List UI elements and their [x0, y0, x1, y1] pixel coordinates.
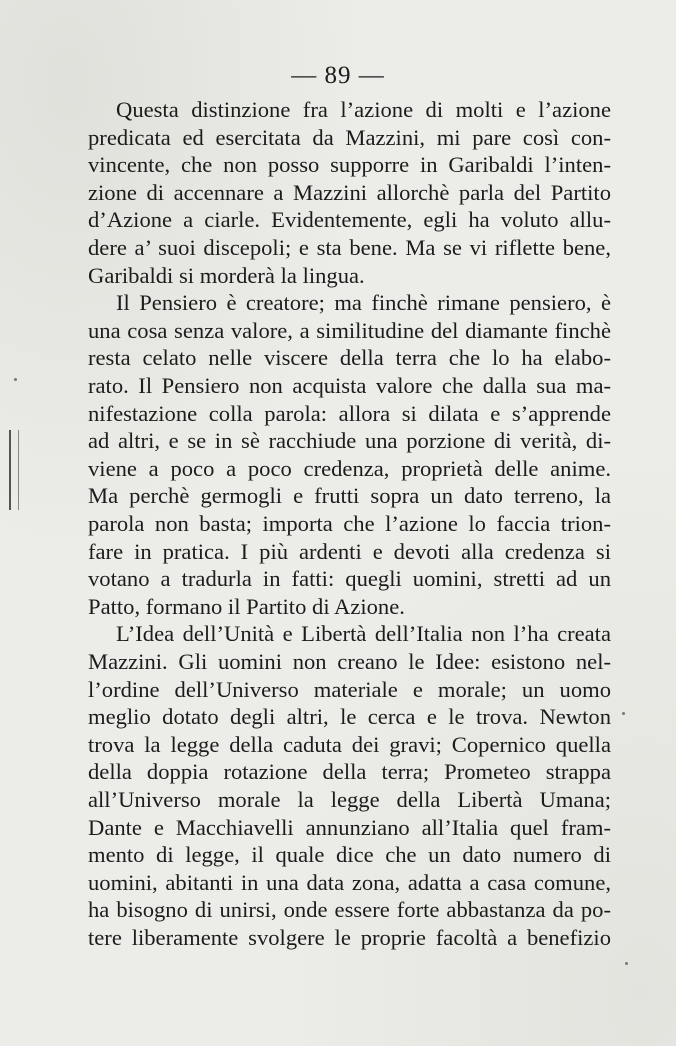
text-line: della doppia rotazione della terra; Prometeo strappa — [88, 759, 611, 785]
text-line: resta celato nelle viscere della terra che lo ha elabo- — [88, 345, 611, 371]
text-line: Ma perchè germogli e frutti sopra un dato terreno, la — [88, 483, 611, 509]
text-line: predicata ed esercitata da Mazzini, mi pare così con- — [88, 124, 611, 150]
text-line: uomini, abitanti in una data zona, adatta a casa comune, — [88, 869, 611, 895]
text-line: Questa distinzione fra l’azione di molti e l’azione — [116, 97, 611, 122]
speck — [622, 712, 625, 715]
page-number: — 89 — — [291, 62, 385, 89]
text-line: parola non basta; importa che l’azione lo faccia trion- — [88, 511, 611, 536]
text-line: Dante e Macchiavelli annunziano all’Italia quel fram- — [88, 814, 611, 840]
speck — [14, 378, 17, 381]
text-line: viene a poco a poco credenza, proprietà delle anime. — [88, 455, 611, 481]
text-line: meglio dotato degli altri, le cerca e le trova. Newton — [88, 704, 611, 730]
text-line: all’Universo morale la legge della Libertà Umana; — [88, 787, 611, 812]
text-line: nifestazione colla parola: allora si dilata e s’apprende — [88, 400, 611, 426]
text-line: Il Pensiero è creatore; ma finchè rimane pensiero, è — [116, 290, 611, 316]
text-line: Mazzini. Gli uomini non creano le Idee: esistono nel- — [88, 649, 611, 674]
text-line: ha bisogno di unirsi, onde essere forte abbastanza da po- — [88, 897, 611, 923]
text-line: mento di legge, il quale dice che un dato numero di — [88, 842, 611, 868]
text-line: dere a’ suoi discepoli; e sta bene. Ma se vi riflette bene, — [88, 235, 611, 260]
binding-mark — [9, 430, 19, 510]
text-line: vincente, che non posso supporre in Garibaldi l’inten- — [88, 152, 611, 178]
text-line: fare in pratica. I più ardenti e devoti alla credenza si — [88, 538, 611, 564]
text-line: una cosa senza valore, a similitudine del diamante finchè — [88, 317, 611, 343]
text-line: Garibaldi si morderà la lingua. — [88, 262, 365, 288]
speck — [625, 962, 628, 965]
text-line: zione di accennare a Mazzini allorchè parla del Partito — [88, 179, 611, 205]
text-line: L’Idea dell’Unità e Libertà dell’Italia non l’ha creata — [116, 621, 611, 647]
text-line: Patto, formano il Partito di Azione. — [88, 593, 405, 619]
text-line: l’ordine dell’Universo materiale e morale; un uomo — [88, 676, 611, 702]
text-line: rato. Il Pensiero non acquista valore che dalla sua ma- — [88, 373, 611, 398]
text-line: trova la legge della caduta dei gravi; Copernico quella — [88, 731, 611, 757]
text-line: tere liberamente svolgere le proprie facoltà a benefizio — [88, 925, 611, 950]
text-line: d’Azione a ciarle. Evidentemente, egli ha voluto allu- — [88, 207, 611, 233]
text-line: ad altri, e se in sè racchiude una porzione di verità, di- — [88, 428, 611, 454]
text-line: votano a tradurla in fatti: quegli uomini, stretti ad un — [88, 566, 611, 592]
